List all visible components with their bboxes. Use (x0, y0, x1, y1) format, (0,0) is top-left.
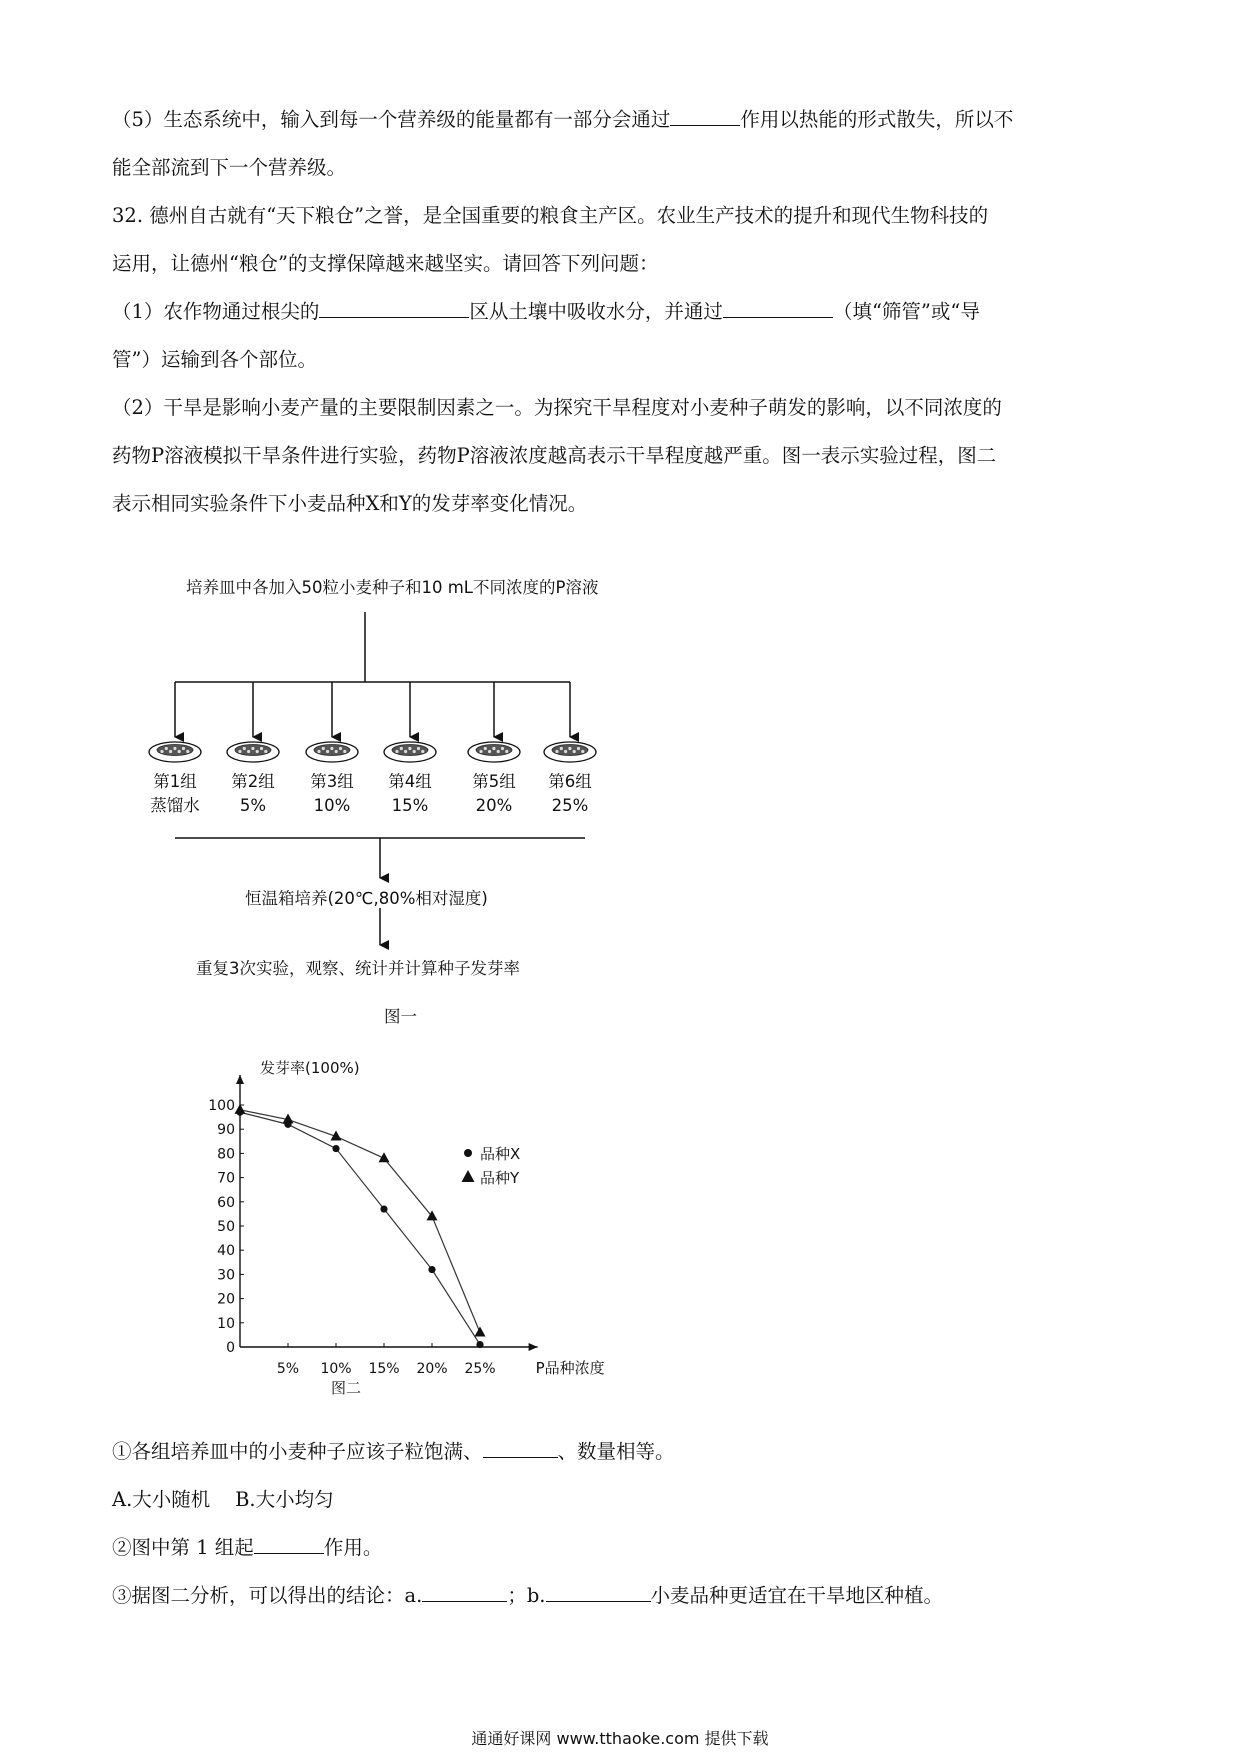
figure2-chart (190, 1055, 650, 1400)
y-tick-label: 90 (217, 1122, 235, 1139)
group-name: 第5组 (472, 772, 516, 791)
q32-1-text: （1）农作物通过根尖的 (112, 300, 320, 323)
data-point (379, 1152, 390, 1162)
group-name: 第2组 (231, 772, 275, 791)
petri-dish-1 (149, 742, 201, 762)
y-tick-label: 60 (217, 1194, 235, 1211)
y-tick-label: 80 (217, 1146, 235, 1163)
figure1-step3: 重复3次实验，观察、统计并计算种子发芽率 (196, 959, 520, 978)
q3-text: ③据图二分析，可以得出的结论：a. (112, 1584, 423, 1607)
data-point (428, 1266, 435, 1273)
answer-blank[interactable] (422, 1579, 507, 1602)
figure1-caption: 图一 (384, 1007, 417, 1026)
figure1-step2: 恒温箱培养(20℃,80%相对湿度) (245, 889, 488, 908)
figure2-caption: 图二 (330, 1379, 362, 1397)
q32-intro-line2: 运用，让德州“粮仓”的支撑保障越来越坚实。请回答下列问题： (112, 252, 659, 275)
answer-blank[interactable] (483, 1435, 558, 1458)
x-axis-arrow (529, 1343, 538, 1351)
legend-label: 品种X (480, 1145, 521, 1163)
y-tick-label: 50 (217, 1219, 235, 1235)
x-tick-label: 10% (320, 1361, 352, 1377)
group-label-4 (370, 770, 450, 818)
petri-dish-5 (468, 742, 520, 762)
q32-1-text-mid: 区从土壤中吸收水分，并通过 (469, 300, 723, 323)
data-point (475, 1326, 486, 1336)
group-treatment: 20% (475, 796, 513, 815)
q32-2-line3: 表示相同实验条件下小麦品种X和Y的发芽率变化情况。 (112, 492, 588, 515)
group-treatment: 蒸馏水 (150, 796, 200, 815)
legend-marker (462, 1170, 475, 1182)
x-tick-label: 15% (368, 1361, 400, 1377)
footer: 通通好课网 www.tthaoke.com 提供下载 (471, 1729, 769, 1748)
group-label-5 (454, 770, 534, 818)
data-point (380, 1205, 387, 1212)
q32-2-line2: 药物P溶液模拟干旱条件进行实验，药物P溶液浓度越高表示干旱程度越严重。图一表示实验过程，图二 (112, 444, 997, 467)
q32-2-line1: （2）干旱是影响小麦产量的主要限制因素之一。为探究干旱程度对小麦种子萌发的影响，以不同浓度的 (112, 396, 1002, 419)
answer-blank[interactable] (546, 1579, 651, 1602)
legend-marker (464, 1149, 472, 1157)
group-treatment: 5% (239, 796, 267, 815)
y-tick-label: 0 (226, 1340, 235, 1356)
petri-dish-4 (384, 742, 436, 762)
q2-text: ②图中第 1 组起 (112, 1536, 254, 1559)
q31-5-line2: 能全部流到下一个营养级。 (112, 156, 347, 179)
y-tick-label: 100 (208, 1098, 235, 1114)
petri-dish-3 (306, 742, 358, 762)
q1-text-post: 、数量相等。 (557, 1440, 675, 1463)
group-name: 第4组 (388, 772, 432, 791)
petri-dish-2 (227, 742, 279, 762)
group-name: 第1组 (153, 772, 197, 791)
group-treatment: 25% (551, 796, 589, 815)
series-line-2 (240, 1110, 480, 1333)
q3-text-post: 小麦品种更适宜在干旱地区种植。 (650, 1584, 944, 1607)
group-name: 第3组 (310, 772, 354, 791)
answer-blank[interactable] (254, 1531, 324, 1554)
group-label-1 (135, 770, 215, 818)
group-label-2 (213, 770, 293, 818)
q32-1-line2: 管”）运输到各个部位。 (112, 348, 317, 371)
q32-intro-line1: 32. 德州自古就有“天下粮仓”之誉，是全国重要的粮食主产区。农业生产技术的提升和现代生物科技的 (112, 204, 989, 227)
q31-5-text: （5）生态系统中，输入到每一个营养级的能量都有一部分会通过 (112, 108, 671, 131)
group-name: 第6组 (548, 772, 592, 791)
y-tick-label: 40 (217, 1243, 235, 1260)
group-treatment: 10% (313, 796, 351, 815)
q32-1-text-post: （填“筛管”或“导 (832, 300, 980, 323)
q1-text: ①各组培养皿中的小麦种子应该子粒饱满、 (112, 1440, 483, 1463)
y-tick-label: 10 (217, 1315, 235, 1332)
x-tick-label: 25% (464, 1361, 496, 1377)
y-tick-label: 30 (217, 1267, 235, 1284)
figure1-top-text: 培养皿中各加入50粒小麦种子和10 mL不同浓度的P溶液 (186, 578, 599, 597)
group-label-3 (292, 770, 372, 818)
q1-options: A.大小随机 B.大小均匀 (112, 1488, 334, 1511)
group-label-6 (530, 770, 610, 818)
q31-5-text-cont: 作用以热能的形式散失，所以不 (740, 108, 1014, 131)
data-point (476, 1341, 483, 1348)
y-axis-arrow (236, 1075, 244, 1084)
q2-text-post: 作用。 (323, 1536, 383, 1559)
data-point (332, 1145, 339, 1152)
y-axis-label: 发芽率(100%) (260, 1059, 360, 1077)
y-tick-label: 70 (217, 1170, 235, 1187)
petri-dish-6 (544, 742, 596, 762)
x-axis-label: P品种浓度 (535, 1359, 605, 1377)
q3-text-mid: ；b. (507, 1584, 546, 1607)
x-tick-label: 5% (276, 1361, 300, 1377)
y-tick-label: 20 (217, 1291, 235, 1308)
q32-subquestions (112, 1428, 1132, 1620)
group-treatment: 15% (391, 796, 429, 815)
x-tick-label: 20% (416, 1361, 448, 1377)
legend-label: 品种Y (480, 1169, 520, 1187)
